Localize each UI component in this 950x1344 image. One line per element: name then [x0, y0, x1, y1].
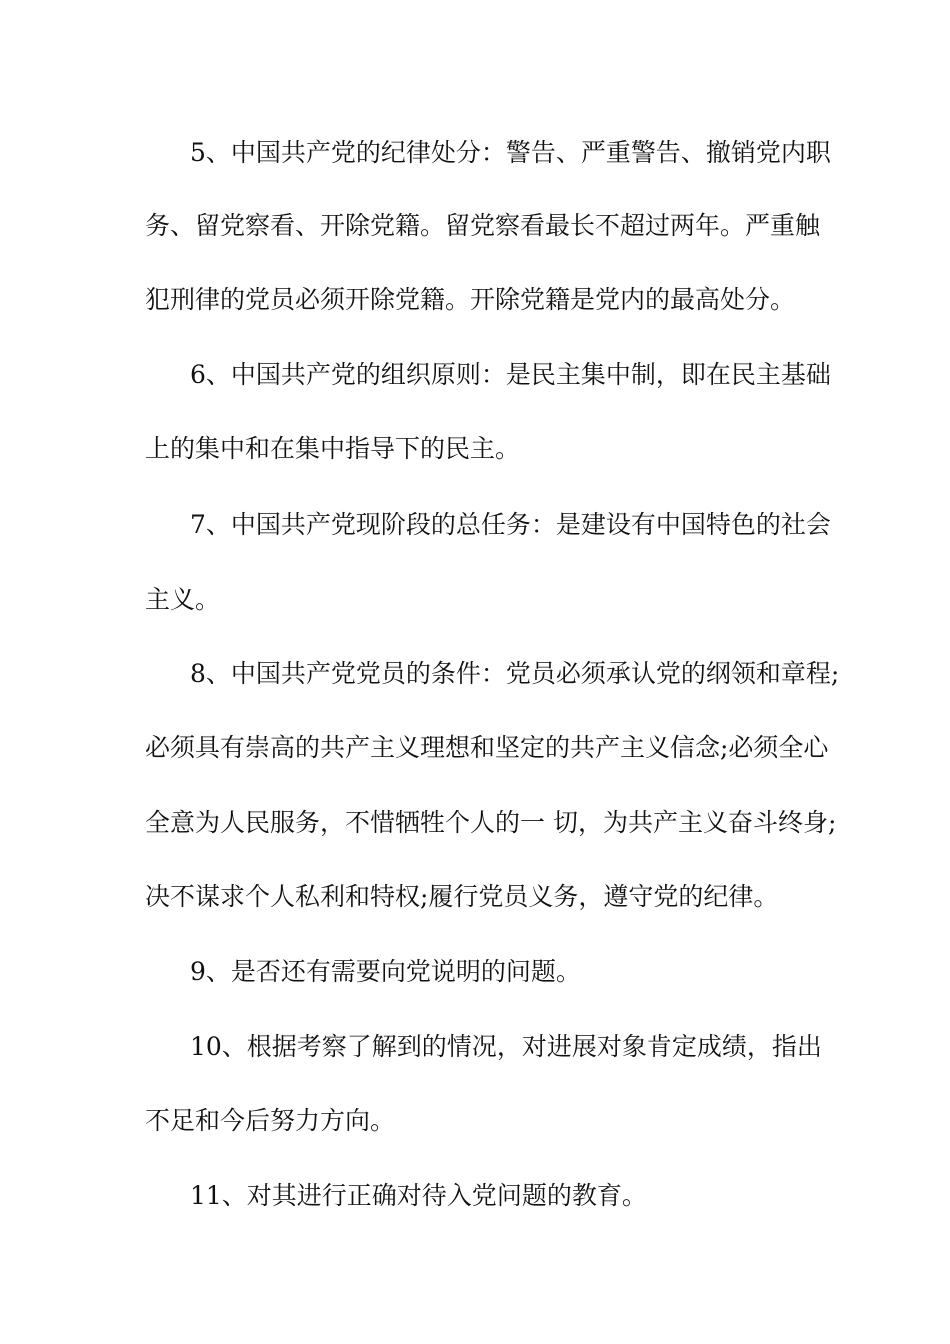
text-line-item5-b: 务、留党察看、开除党籍。留党察看最长不超过两年。严重触: [145, 211, 821, 240]
text-line-item11: 11、对其进行正确对待入党问题的教育。: [190, 1181, 647, 1210]
text-line-item7-b: 主义。: [145, 585, 221, 614]
text-line-item10-b: 不足和今后努力方向。: [145, 1106, 396, 1135]
text-line-item5-a: 5、中国共产党的纪律处分：警告、严重警告、撤销党内职: [190, 138, 831, 167]
text-line-item8-b: 必须具有崇高的共产主义理想和坚定的共产主义信念;必须全心: [145, 733, 829, 762]
text-line-item8-d: 决不谋求个人私利和特权;履行党员义务，遵守党的纪律。: [145, 882, 779, 911]
text-line-item6-b: 上的集中和在集中指导下的民主。: [145, 434, 521, 463]
text-line-item8-a: 8、中国共产党党员的条件：党员必须承认党的纲领和章程;: [190, 659, 840, 688]
text-line-item6-a: 6、中国共产党的组织原则：是民主集中制，即在民主基础: [190, 360, 831, 389]
text-line-item7-a: 7、中国共产党现阶段的总任务：是建设有中国特色的社会: [190, 510, 831, 539]
text-line-item8-c: 全意为人民服务，不惜牺牲个人的一 切，为共产主义奋斗终身;: [145, 808, 837, 837]
text-line-item9: 9、是否还有需要向党说明的问题。: [190, 957, 581, 986]
text-line-item10-a: 10、根据考察了解到的情况，对进展对象肯定成绩，指出: [190, 1032, 822, 1061]
text-line-item5-c: 犯刑律的党员必须开除党籍。开除党籍是党内的最高处分。: [145, 285, 796, 314]
